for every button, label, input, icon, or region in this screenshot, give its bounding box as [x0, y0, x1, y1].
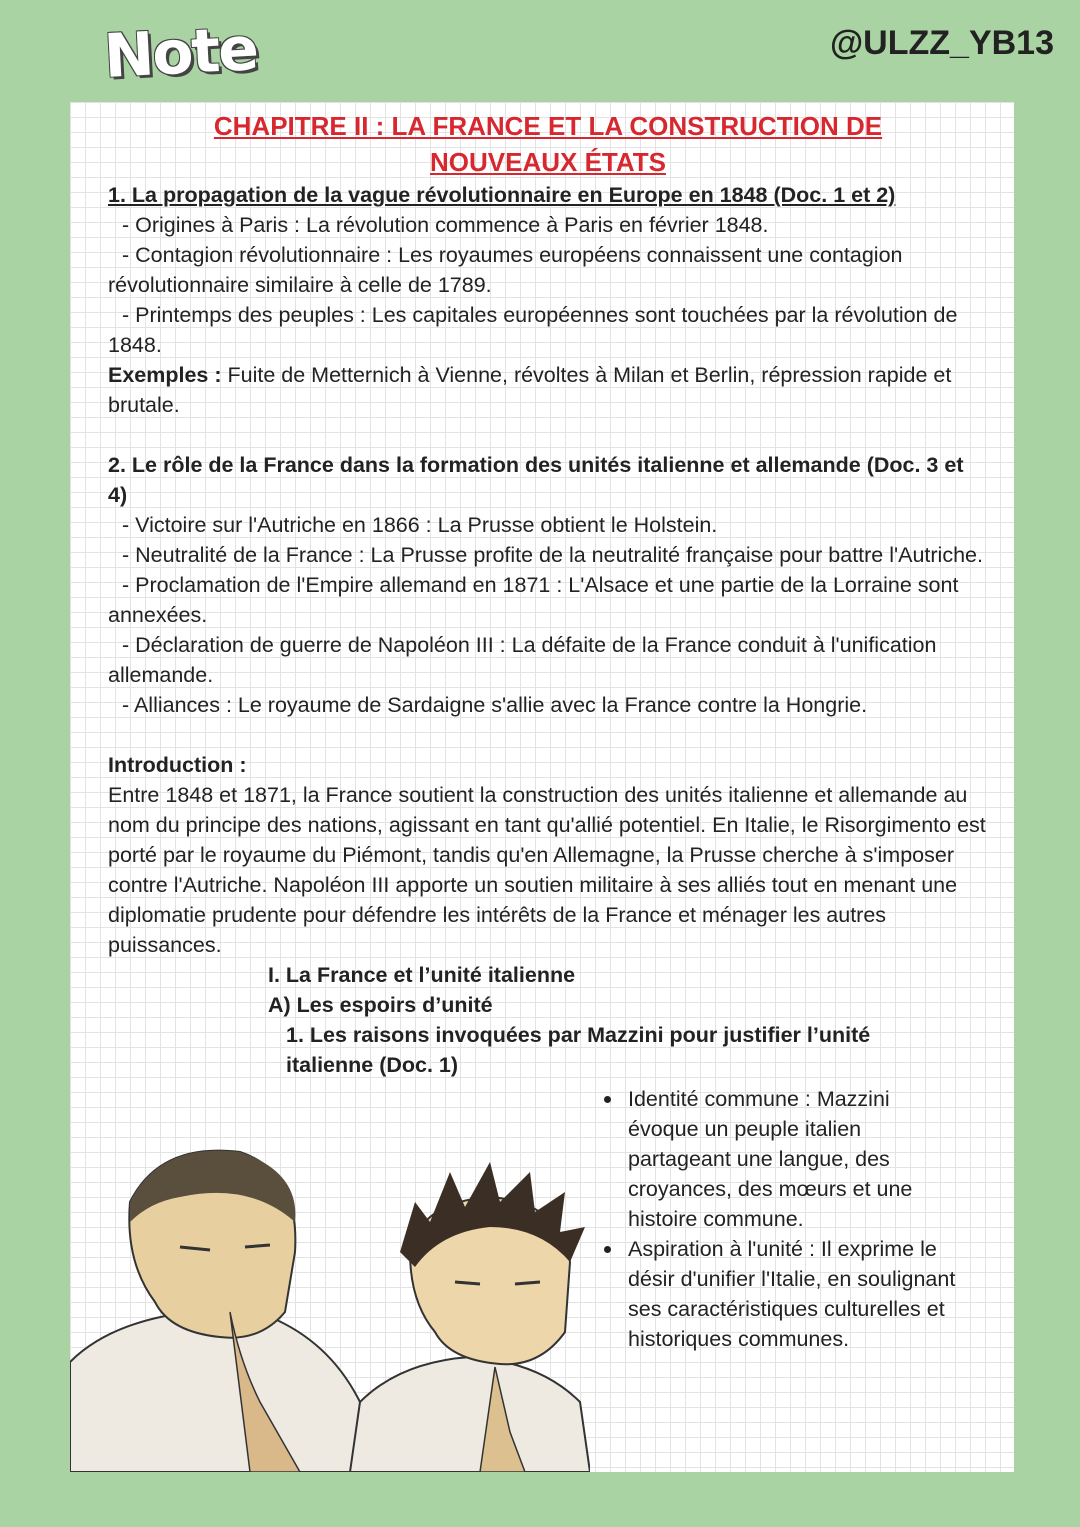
author-handle: @ULZZ_YB13 — [830, 24, 1054, 62]
list-item: Aspiration à l'unité : Il exprime le désir d'unifier l'Italie, en soulignant ses caractéristiques culturelles et historiques communes. — [596, 1234, 966, 1354]
section-2-bullet: - Neutralité de la France : La Prusse profite de la neutralité française pour battre l'Autriche. — [122, 543, 983, 567]
chapter-title: CHAPITRE II : LA FRANCE ET LA CONSTRUCTION DE NOUVEAUX ÉTATS — [213, 111, 883, 177]
mazzini-points-list — [596, 1084, 966, 1354]
outline-part: I. La France et l’unité italienne — [268, 963, 576, 987]
anime-characters-illustration — [70, 1142, 590, 1472]
examples-text: Fuite de Metternich à Vienne, révoltes à Milan et Berlin, répression rapide et brutale. — [108, 363, 952, 417]
section-2-bullet: - Déclaration de guerre de Napoléon III : La défaite de la France conduit à l'unification allemande. — [108, 633, 937, 687]
section-1-bullet: - Contagion révolutionnaire : Les royaumes européens connaissent une contagion révolutionnaire similaire à celle de 1789. — [108, 243, 903, 297]
note-logo: Note — [102, 14, 259, 92]
outline-item: 1. Les raisons invoquées par Mazzini pour justifier l’unité italienne (Doc. 1) — [286, 1023, 871, 1077]
section-2-bullet: - Victoire sur l'Autriche en 1866 : La Prusse obtient le Holstein. — [122, 513, 718, 537]
section-2-bullet: - Proclamation de l'Empire allemand en 1871 : L'Alsace et une partie de la Lorraine sont annexées. — [108, 573, 959, 627]
left-character-icon — [70, 1151, 370, 1472]
section-1-bullet: - Origines à Paris : La révolution commence à Paris en février 1848. — [122, 213, 769, 237]
introduction-text: Entre 1848 et 1871, la France soutient la construction des unités italienne et allemande au nom du principe des nations, agissant en tant qu'allié potentiel. En Italie, le Risorgimento est porté par le royaume du Piémont, tandis qu'en Allemagne, la Prusse cherche à s'imposer contre l'Autriche. Napoléon III apporte un soutien militaire à ses alliés tout en menant une diplomatie prudente pour défendre les intérêts de la France et ménager les autres puissances. — [108, 783, 986, 957]
section-2-bullet: - Alliances : Le royaume de Sardaigne s'allie avec la France contre la Hongrie. — [122, 693, 868, 717]
notebook-page — [70, 102, 1014, 1472]
page-content — [108, 108, 988, 1080]
outline-subpart: A) Les espoirs d’unité — [268, 993, 493, 1017]
introduction-label: Introduction : — [108, 753, 247, 777]
examples-label: Exemples : — [108, 363, 222, 387]
section-2-heading: 2. Le rôle de la France dans la formation des unités italienne et allemande (Doc. 3 et 4) — [108, 453, 964, 507]
section-1-bullet: - Printemps des peuples : Les capitales européennes sont touchées par la révolution de 1848. — [108, 303, 958, 357]
list-item: Identité commune : Mazzini évoque un peuple italien partageant une langue, des croyances, des mœurs et une histoire commune. — [596, 1084, 966, 1234]
right-character-icon — [350, 1162, 590, 1472]
section-1-heading: 1. La propagation de la vague révolutionnaire en Europe en 1848 (Doc. 1 et 2) — [108, 183, 896, 207]
examples-paragraph — [108, 360, 988, 420]
